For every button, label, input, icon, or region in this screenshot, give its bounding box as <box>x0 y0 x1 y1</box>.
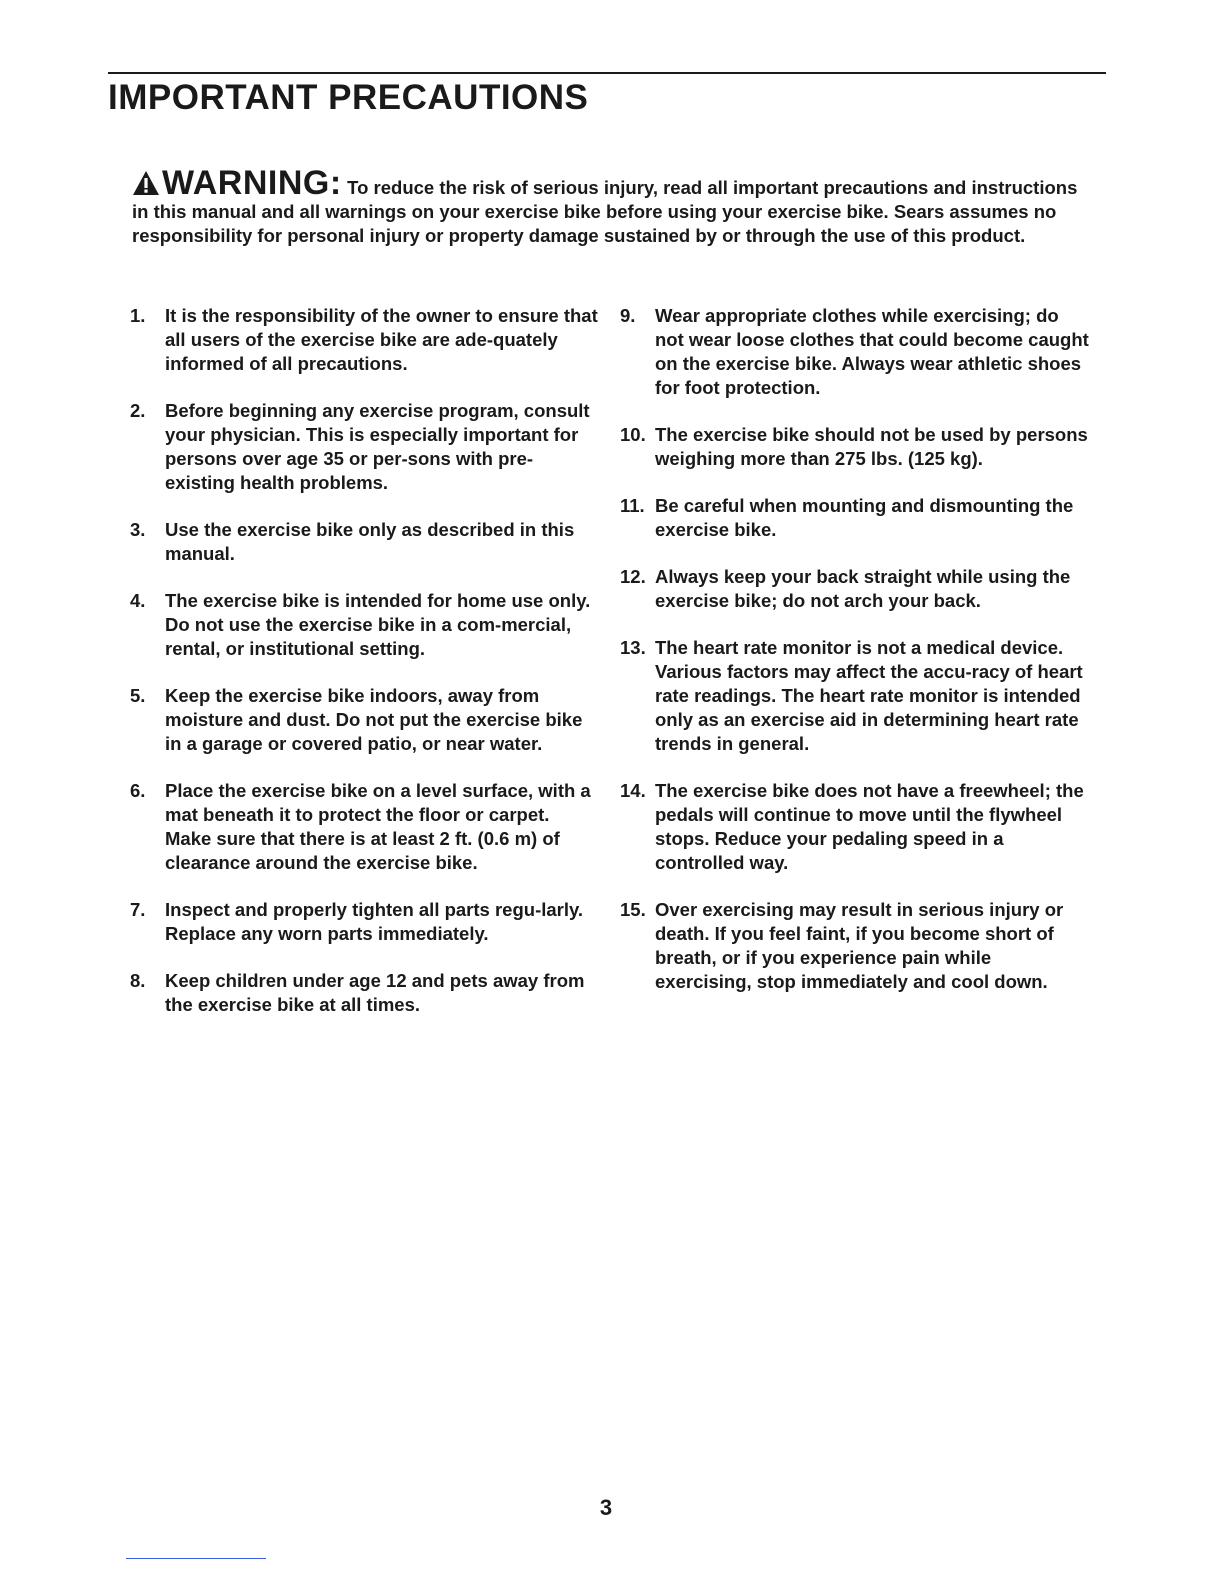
item-number: 6. <box>130 780 146 801</box>
page-number: 3 <box>599 1495 613 1520</box>
item-text: The exercise bike is intended for home use only. Do not use the exercise bike in a com-mercial, rental, or institutional setting. <box>165 590 591 659</box>
item-number: 14. <box>620 780 646 801</box>
item-text: Be careful when mounting and dismounting the exercise bike. <box>655 495 1074 540</box>
item-text: Over exercising may result in serious injury or death. If you feel faint, if you become short of breath, or if you experience pain while exercising, stop immediately and cool down. <box>655 899 1064 992</box>
warning-block <box>132 164 1092 248</box>
item-number: 4. <box>130 590 146 611</box>
precaution-item <box>620 565 1090 613</box>
item-text: Inspect and properly tighten all parts regu-larly. Replace any worn parts immediately. <box>165 899 584 944</box>
precaution-item <box>130 779 600 875</box>
item-number: 3. <box>130 519 146 540</box>
item-number: 2. <box>130 400 146 421</box>
item-number: 5. <box>130 685 146 706</box>
item-number: 13. <box>620 637 646 658</box>
precaution-item <box>620 636 1090 756</box>
precautions-right-column <box>620 304 1090 1017</box>
precaution-item <box>130 518 600 566</box>
precaution-item <box>130 589 600 661</box>
precaution-item <box>620 779 1090 875</box>
item-number: 10. <box>620 424 646 445</box>
item-text: The exercise bike should not be used by persons weighing more than 275 lbs. (125 kg). <box>655 424 1088 469</box>
item-number: 9. <box>620 305 636 326</box>
page-title: IMPORTANT PRECAUTIONS <box>108 78 589 117</box>
item-number: 7. <box>130 899 146 920</box>
precaution-item <box>130 304 600 376</box>
warning-label: WARNING <box>162 164 330 202</box>
precaution-item <box>620 898 1090 994</box>
precaution-item <box>620 304 1090 400</box>
item-number: 11. <box>620 495 645 516</box>
item-text: Place the exercise bike on a level surface, with a mat beneath it to protect the floor or carpet. Make sure that there is at least 2 ft. (0.6 m) of clearance around the exercise bike. <box>165 780 591 873</box>
item-number: 15. <box>620 899 646 920</box>
item-text: It is the responsibility of the owner to ensure that all users of the exercise bike are ade-quately informed of all precautions. <box>165 305 598 374</box>
item-number: 1. <box>130 305 146 326</box>
precaution-item <box>130 399 600 495</box>
item-text: Wear appropriate clothes while exercising; do not wear loose clothes that could become caught on the exercise bike. Always wear athletic shoes for foot protection. <box>655 305 1089 398</box>
precautions-left-column <box>130 304 600 1040</box>
warning-text: To reduce the risk of serious injury, read all important precautions and instructions in this manual and all warnings on your exercise bike before using your exercise bike. Sears assumes no responsibility for personal injury or property damage sustained by or through the use of this product. <box>132 177 1078 246</box>
precaution-item <box>620 423 1090 471</box>
item-text: Keep children under age 12 and pets away from the exercise bike at all times. <box>165 970 585 1015</box>
item-text: The heart rate monitor is not a medical device. Various factors may affect the accu-racy of heart rate readings. The heart rate monitor is intended only as an exercise aid in determining heart rate trends in general. <box>655 637 1083 754</box>
item-text: Always keep your back straight while using the exercise bike; do not arch your back. <box>655 566 1071 611</box>
precaution-item <box>130 969 600 1017</box>
item-number: 8. <box>130 970 146 991</box>
item-text: The exercise bike does not have a freewheel; the pedals will continue to move until the flywheel stops. Reduce your pedaling speed in a controlled way. <box>655 780 1084 873</box>
title-rule <box>108 72 1106 74</box>
footer-link-underline <box>126 1558 266 1559</box>
item-number: 12. <box>620 566 646 587</box>
item-text: Use the exercise bike only as described in this manual. <box>165 519 575 564</box>
warning-triangle-icon <box>132 170 160 196</box>
precaution-item <box>130 684 600 756</box>
item-text: Keep the exercise bike indoors, away from moisture and dust. Do not put the exercise bike in a garage or covered patio, or near water. <box>165 685 583 754</box>
precaution-item <box>620 494 1090 542</box>
warning-colon: : <box>329 164 342 202</box>
item-text: Before beginning any exercise program, consult your physician. This is especially important for persons over age 35 or per-sons with pre-existing health problems. <box>165 400 590 493</box>
precaution-item <box>130 898 600 946</box>
